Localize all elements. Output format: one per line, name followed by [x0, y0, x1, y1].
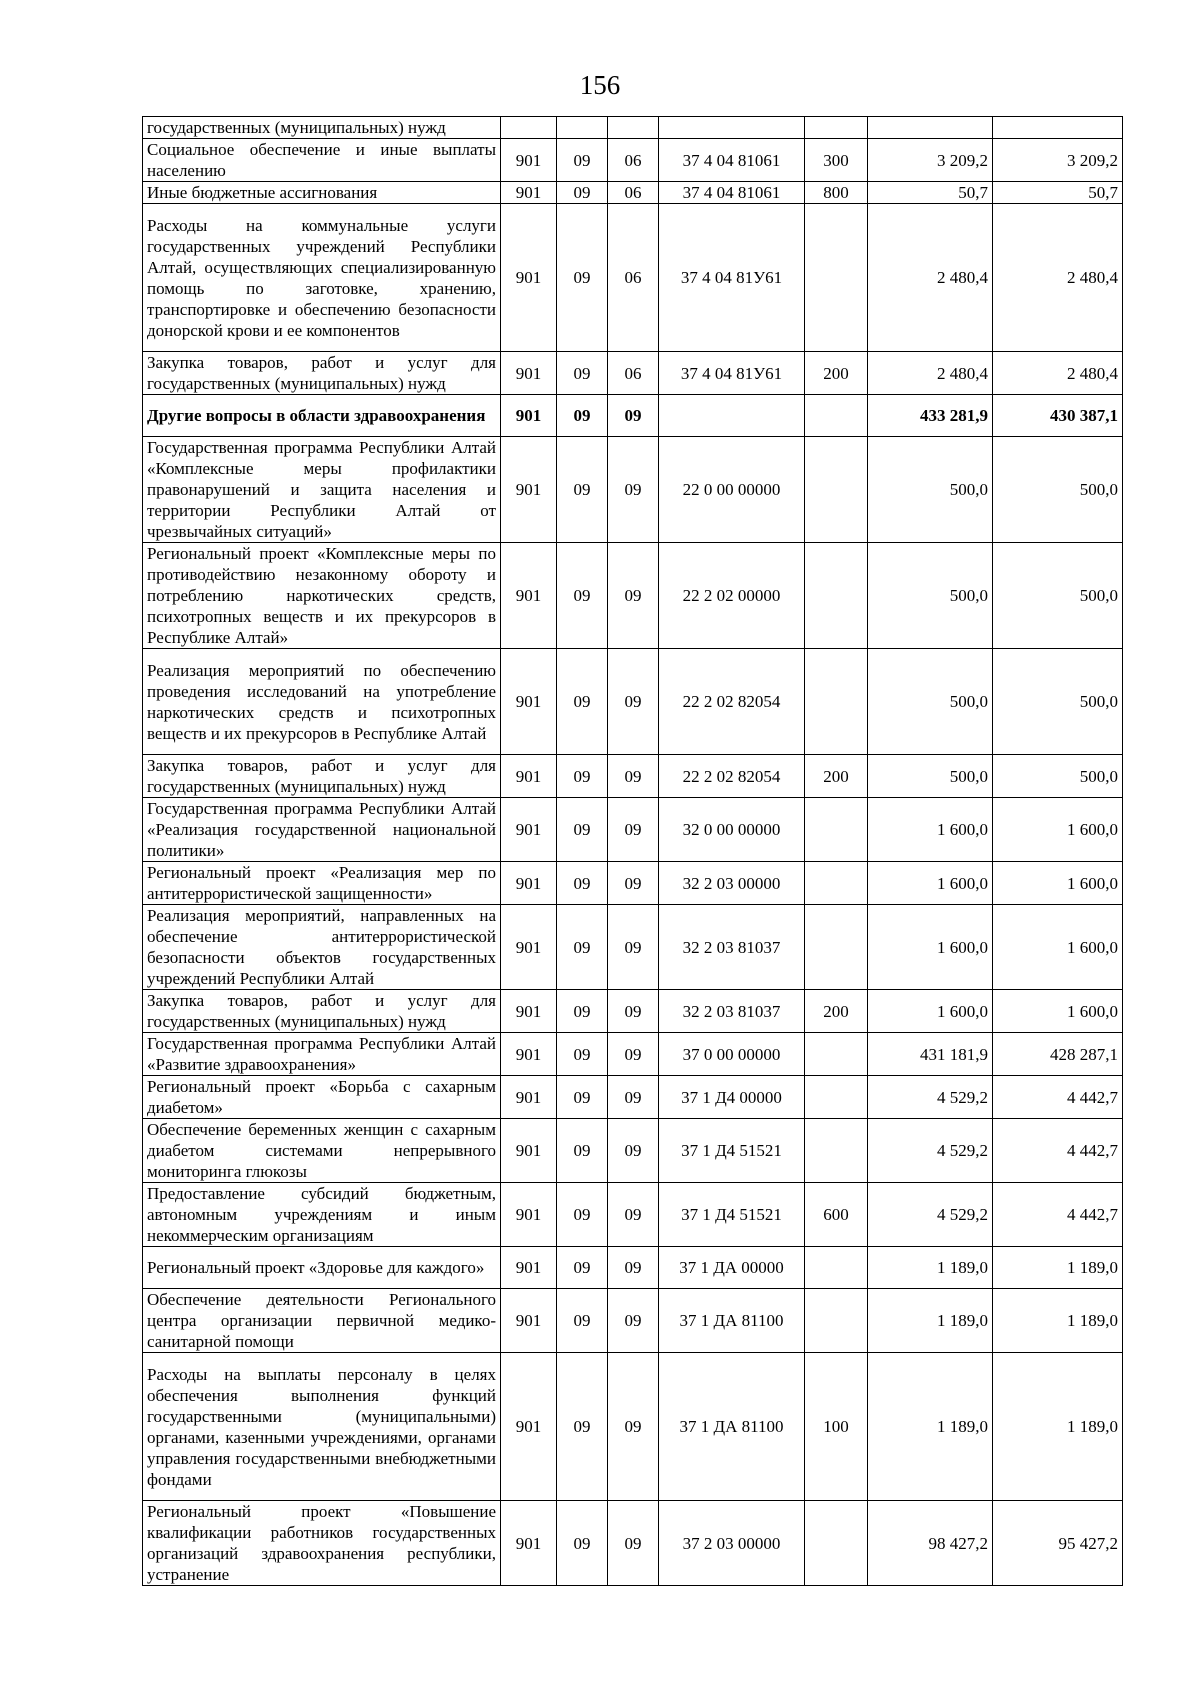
row-ved-cell: 901 [501, 543, 557, 649]
row-rz-cell: 09 [557, 862, 608, 905]
row-vr-cell: 100 [805, 1353, 868, 1501]
row-sum1-cell: 4 529,2 [868, 1076, 993, 1119]
row-pr-cell: 06 [608, 352, 659, 395]
row-ved-cell: 901 [501, 139, 557, 182]
row-pr-cell: 09 [608, 1247, 659, 1289]
row-pr-cell: 09 [608, 798, 659, 862]
row-name-cell: Государственная программа Республики Алтай «Реализация государственной национальной политики» [143, 798, 501, 862]
page-number: 156 [579, 70, 621, 100]
row-csr-cell: 32 2 03 00000 [659, 862, 805, 905]
row-name-cell: Иные бюджетные ассигнования [143, 182, 501, 204]
row-sum1-cell: 4 529,2 [868, 1183, 993, 1247]
row-sum2-cell: 430 387,1 [993, 395, 1123, 437]
row-ved-cell: 901 [501, 1033, 557, 1076]
row-sum1-cell: 1 600,0 [868, 905, 993, 990]
row-sum2-cell [993, 117, 1123, 139]
row-rz-cell: 09 [557, 1247, 608, 1289]
row-sum2-cell: 50,7 [993, 182, 1123, 204]
row-sum2-cell: 3 209,2 [993, 139, 1123, 182]
table-row [143, 117, 1123, 139]
row-rz-cell: 09 [557, 1289, 608, 1353]
row-rz-cell: 09 [557, 990, 608, 1033]
row-sum1-cell: 1 189,0 [868, 1247, 993, 1289]
table-row [143, 1183, 1123, 1247]
row-csr-cell: 37 4 04 81061 [659, 139, 805, 182]
row-sum2-cell: 1 600,0 [993, 862, 1123, 905]
table-row [143, 1033, 1123, 1076]
row-vr-cell [805, 1501, 868, 1586]
row-name-cell: Региональный проект «Борьба с сахарным диабетом» [143, 1076, 501, 1119]
row-ved-cell: 901 [501, 395, 557, 437]
row-sum2-cell: 95 427,2 [993, 1501, 1123, 1586]
row-rz-cell: 09 [557, 1119, 608, 1183]
row-name-cell: Региональный проект «Повышение квалификации работников государственных организаций здравоохранения республики, устранение [143, 1501, 501, 1586]
row-csr-cell [659, 117, 805, 139]
row-ved-cell: 901 [501, 798, 557, 862]
row-vr-cell [805, 798, 868, 862]
table-row [143, 1247, 1123, 1289]
row-ved-cell: 901 [501, 755, 557, 798]
row-pr-cell [608, 117, 659, 139]
table-row [143, 352, 1123, 395]
row-sum2-cell: 4 442,7 [993, 1183, 1123, 1247]
row-vr-cell: 200 [805, 755, 868, 798]
row-sum1-cell: 3 209,2 [868, 139, 993, 182]
row-ved-cell: 901 [501, 1183, 557, 1247]
row-pr-cell: 09 [608, 437, 659, 543]
row-pr-cell: 09 [608, 1353, 659, 1501]
row-sum1-cell: 500,0 [868, 543, 993, 649]
row-sum2-cell: 2 480,4 [993, 352, 1123, 395]
row-sum2-cell: 500,0 [993, 755, 1123, 798]
row-csr-cell: 37 4 04 81У61 [659, 352, 805, 395]
row-csr-cell: 22 2 02 00000 [659, 543, 805, 649]
row-sum1-cell: 1 189,0 [868, 1289, 993, 1353]
row-sum2-cell: 500,0 [993, 649, 1123, 755]
row-sum2-cell: 2 480,4 [993, 204, 1123, 352]
row-sum1-cell: 98 427,2 [868, 1501, 993, 1586]
row-ved-cell: 901 [501, 1076, 557, 1119]
table-row [143, 1501, 1123, 1586]
row-vr-cell [805, 1289, 868, 1353]
row-sum2-cell: 4 442,7 [993, 1119, 1123, 1183]
row-csr-cell [659, 395, 805, 437]
row-sum1-cell: 2 480,4 [868, 204, 993, 352]
row-ved-cell: 901 [501, 1289, 557, 1353]
row-sum1-cell: 1 600,0 [868, 798, 993, 862]
row-vr-cell [805, 204, 868, 352]
row-vr-cell: 600 [805, 1183, 868, 1247]
row-vr-cell [805, 543, 868, 649]
row-sum1-cell [868, 117, 993, 139]
row-ved-cell: 901 [501, 182, 557, 204]
row-ved-cell: 901 [501, 1501, 557, 1586]
table-row [143, 990, 1123, 1033]
row-name-cell: Социальное обеспечение и иные выплаты населению [143, 139, 501, 182]
row-name-cell: Региональный проект «Комплексные меры по противодействию незаконному обороту и потреблению наркотических средств, психотропных веществ и их прекурсоров в Республике Алтай» [143, 543, 501, 649]
budget-table-body [143, 117, 1123, 1586]
row-sum2-cell: 1 189,0 [993, 1247, 1123, 1289]
row-ved-cell: 901 [501, 1119, 557, 1183]
row-ved-cell: 901 [501, 905, 557, 990]
row-csr-cell: 22 0 00 00000 [659, 437, 805, 543]
row-rz-cell: 09 [557, 905, 608, 990]
row-csr-cell: 32 2 03 81037 [659, 905, 805, 990]
row-ved-cell [501, 117, 557, 139]
row-csr-cell: 37 1 ДА 81100 [659, 1353, 805, 1501]
row-csr-cell: 22 2 02 82054 [659, 755, 805, 798]
row-rz-cell: 09 [557, 1183, 608, 1247]
row-pr-cell: 09 [608, 1033, 659, 1076]
row-sum1-cell: 50,7 [868, 182, 993, 204]
row-pr-cell: 06 [608, 139, 659, 182]
table-row [143, 543, 1123, 649]
table-row [143, 437, 1123, 543]
table-row [143, 204, 1123, 352]
row-sum2-cell: 428 287,1 [993, 1033, 1123, 1076]
row-sum1-cell: 500,0 [868, 755, 993, 798]
row-name-cell: Закупка товаров, работ и услуг для государственных (муниципальных) нужд [143, 990, 501, 1033]
row-csr-cell: 37 1 Д4 51521 [659, 1119, 805, 1183]
row-rz-cell [557, 117, 608, 139]
row-sum1-cell: 2 480,4 [868, 352, 993, 395]
row-pr-cell: 06 [608, 182, 659, 204]
budget-table [142, 116, 1123, 1586]
row-sum1-cell: 500,0 [868, 649, 993, 755]
row-vr-cell [805, 649, 868, 755]
table-row [143, 1289, 1123, 1353]
row-rz-cell: 09 [557, 395, 608, 437]
row-vr-cell [805, 1247, 868, 1289]
row-pr-cell: 09 [608, 862, 659, 905]
row-csr-cell: 37 2 03 00000 [659, 1501, 805, 1586]
row-name-cell: Государственная программа Республики Алтай «Развитие здравоохранения» [143, 1033, 501, 1076]
row-csr-cell: 32 2 03 81037 [659, 990, 805, 1033]
row-csr-cell: 37 1 ДА 00000 [659, 1247, 805, 1289]
row-sum1-cell: 1 189,0 [868, 1353, 993, 1501]
table-row [143, 649, 1123, 755]
row-sum2-cell: 1 189,0 [993, 1353, 1123, 1501]
row-rz-cell: 09 [557, 543, 608, 649]
row-rz-cell: 09 [557, 182, 608, 204]
row-rz-cell: 09 [557, 139, 608, 182]
row-pr-cell: 09 [608, 1183, 659, 1247]
row-rz-cell: 09 [557, 352, 608, 395]
table-row [143, 862, 1123, 905]
row-rz-cell: 09 [557, 204, 608, 352]
row-ved-cell: 901 [501, 1247, 557, 1289]
row-vr-cell [805, 1033, 868, 1076]
row-vr-cell [805, 395, 868, 437]
row-sum1-cell: 1 600,0 [868, 990, 993, 1033]
row-ved-cell: 901 [501, 862, 557, 905]
row-sum2-cell: 1 600,0 [993, 905, 1123, 990]
row-sum2-cell: 4 442,7 [993, 1076, 1123, 1119]
row-rz-cell: 09 [557, 437, 608, 543]
table-row [143, 1353, 1123, 1501]
row-ved-cell: 901 [501, 649, 557, 755]
row-vr-cell: 800 [805, 182, 868, 204]
row-pr-cell: 09 [608, 649, 659, 755]
row-vr-cell [805, 117, 868, 139]
row-rz-cell: 09 [557, 1501, 608, 1586]
row-pr-cell: 06 [608, 204, 659, 352]
row-name-cell: Обеспечение деятельности Регионального центра организации первичной медико-санитарной помощи [143, 1289, 501, 1353]
row-name-cell: Реализация мероприятий, направленных на обеспечение антитеррористической безопасности объектов государственных учреждений Республики Алтай [143, 905, 501, 990]
table-row [143, 182, 1123, 204]
row-sum1-cell: 500,0 [868, 437, 993, 543]
table-row [143, 395, 1123, 437]
row-sum1-cell: 4 529,2 [868, 1119, 993, 1183]
row-name-cell: Региональный проект «Здоровье для каждого» [143, 1247, 501, 1289]
row-name-cell: Обеспечение беременных женщин с сахарным диабетом системами непрерывного мониторинга глюкозы [143, 1119, 501, 1183]
table-row [143, 905, 1123, 990]
row-pr-cell: 09 [608, 1289, 659, 1353]
row-vr-cell [805, 1119, 868, 1183]
row-vr-cell: 200 [805, 352, 868, 395]
row-ved-cell: 901 [501, 990, 557, 1033]
row-vr-cell [805, 862, 868, 905]
row-pr-cell: 09 [608, 543, 659, 649]
row-sum1-cell: 431 181,9 [868, 1033, 993, 1076]
row-pr-cell: 09 [608, 1501, 659, 1586]
row-rz-cell: 09 [557, 1353, 608, 1501]
row-sum2-cell: 1 189,0 [993, 1289, 1123, 1353]
row-ved-cell: 901 [501, 352, 557, 395]
row-csr-cell: 37 1 ДА 81100 [659, 1289, 805, 1353]
row-rz-cell: 09 [557, 755, 608, 798]
row-name-cell: Закупка товаров, работ и услуг для государственных (муниципальных) нужд [143, 352, 501, 395]
row-name-cell: Реализация мероприятий по обеспечению проведения исследований на употребление наркотических средств и психотропных веществ и их прекурсоров в Республике Алтай [143, 649, 501, 755]
row-pr-cell: 09 [608, 1119, 659, 1183]
table-row [143, 139, 1123, 182]
row-ved-cell: 901 [501, 204, 557, 352]
row-rz-cell: 09 [557, 649, 608, 755]
row-rz-cell: 09 [557, 1033, 608, 1076]
row-name-cell: Другие вопросы в области здравоохранения [143, 395, 501, 437]
row-vr-cell [805, 437, 868, 543]
row-sum2-cell: 500,0 [993, 543, 1123, 649]
table-row [143, 755, 1123, 798]
row-sum1-cell: 1 600,0 [868, 862, 993, 905]
row-rz-cell: 09 [557, 1076, 608, 1119]
row-name-cell: Предоставление субсидий бюджетным, автономным учреждениям и иным некоммерческим организациям [143, 1183, 501, 1247]
row-sum2-cell: 1 600,0 [993, 990, 1123, 1033]
row-vr-cell [805, 905, 868, 990]
row-sum2-cell: 1 600,0 [993, 798, 1123, 862]
row-vr-cell [805, 1076, 868, 1119]
row-csr-cell: 22 2 02 82054 [659, 649, 805, 755]
row-csr-cell: 37 0 00 00000 [659, 1033, 805, 1076]
row-name-cell: Расходы на выплаты персоналу в целях обеспечения выполнения функций государственными (муниципальными) органами, казенными учреждениями, органами управления государственными внебюджетными фондами [143, 1353, 501, 1501]
row-csr-cell: 37 4 04 81У61 [659, 204, 805, 352]
row-pr-cell: 09 [608, 905, 659, 990]
table-row [143, 1119, 1123, 1183]
row-name-cell: Расходы на коммунальные услуги государственных учреждений Республики Алтай, осуществляющих специализированную помощь по заготовке, хранению, транспортировке и обеспечению безопасности донорской крови и ее компонентов [143, 204, 501, 352]
row-vr-cell: 300 [805, 139, 868, 182]
row-name-cell: государственных (муниципальных) нужд [143, 117, 501, 139]
row-ved-cell: 901 [501, 1353, 557, 1501]
table-row [143, 1076, 1123, 1119]
row-name-cell: Государственная программа Республики Алтай «Комплексные меры профилактики правонарушений и защита населения и территории Республики Алтай от чрезвычайных ситуаций» [143, 437, 501, 543]
row-pr-cell: 09 [608, 395, 659, 437]
row-pr-cell: 09 [608, 755, 659, 798]
row-rz-cell: 09 [557, 798, 608, 862]
row-name-cell: Региональный проект «Реализация мер по антитеррористической защищенности» [143, 862, 501, 905]
row-sum1-cell: 433 281,9 [868, 395, 993, 437]
row-csr-cell: 37 4 04 81061 [659, 182, 805, 204]
table-row [143, 798, 1123, 862]
row-csr-cell: 32 0 00 00000 [659, 798, 805, 862]
row-pr-cell: 09 [608, 1076, 659, 1119]
row-pr-cell: 09 [608, 990, 659, 1033]
row-csr-cell: 37 1 Д4 00000 [659, 1076, 805, 1119]
row-ved-cell: 901 [501, 437, 557, 543]
row-name-cell: Закупка товаров, работ и услуг для государственных (муниципальных) нужд [143, 755, 501, 798]
row-vr-cell: 200 [805, 990, 868, 1033]
row-sum2-cell: 500,0 [993, 437, 1123, 543]
row-csr-cell: 37 1 Д4 51521 [659, 1183, 805, 1247]
